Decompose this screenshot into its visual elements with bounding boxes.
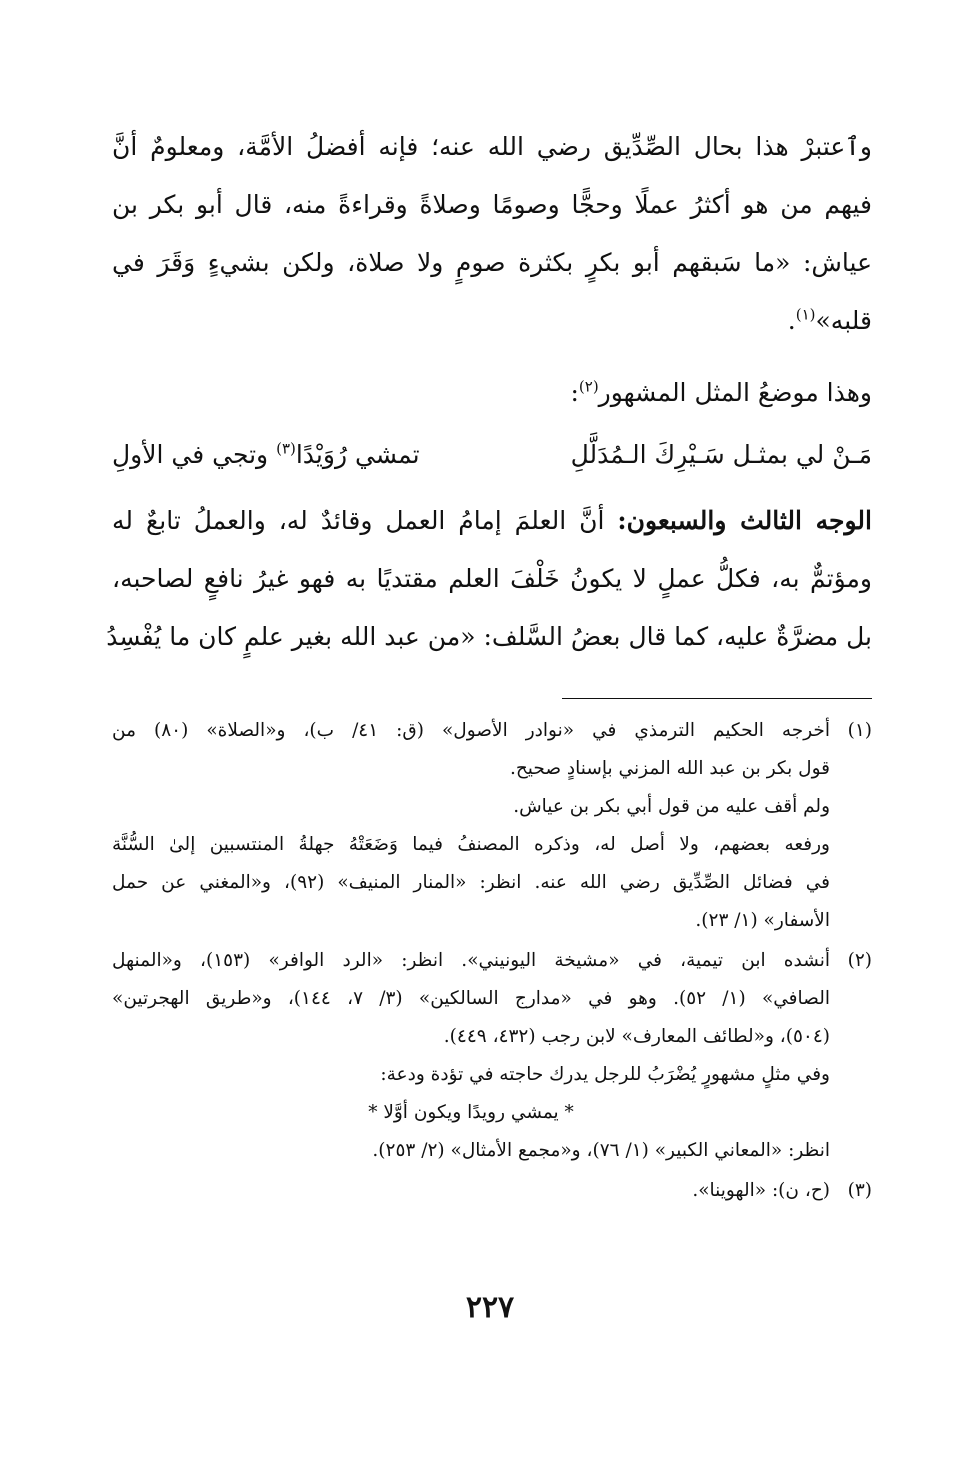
- text-line: وهذا موضعُ المثل المشهور$^{(٢)}$:: [570, 377, 872, 407]
- verse-hemistich-second: تمشي رُوَيْدًا$^{(٣)}$ وتجي في الأولِ: [112, 439, 420, 469]
- page-number: ٢٢٧: [465, 1290, 515, 1325]
- poem-verse: [112, 422, 872, 492]
- footnote-1: [112, 712, 872, 940]
- section-heading: الوجه الثالث والسبعون:: [617, 506, 872, 535]
- footnote-number: (١): [847, 720, 872, 741]
- paragraph-1: [112, 118, 872, 350]
- main-text: [106, 118, 872, 666]
- footnote-ref-3[interactable]: (٣): [276, 439, 296, 458]
- footnote-3: [112, 1172, 872, 1210]
- footnote-line: أنشده ابن تيمية، في «مشيخة اليونيني». انظر: «الرد الوافر» (١٥٣)، و«المنهل: [112, 950, 831, 971]
- text-line: فيهم من هو أكثرُ عملًا وحجًّا وصومًا وصلاةً وقراءةً منه، قال أبو بكر بن: [112, 190, 872, 219]
- paragraph-3: [106, 492, 872, 666]
- text-line: بل مضرَّةٌ عليه، كما قال بعضُ السَّلف: «من عبد الله بغير علمٍ كان ما يُفْسِدُ: [106, 622, 872, 651]
- footnotes: [112, 712, 872, 1210]
- text-line: ومؤتمٌّ به، فكلُّ عملٍ لا يكونُ خَلْفَ العلم مقتديًا به فهو غيرُ نافعٍ لصاحبه،: [112, 564, 872, 593]
- footnote-divider: [562, 698, 872, 699]
- footnote-line: ورفعه بعضهم، ولا أصل له، وذكره المصنفُ فيما وَضَعَتْهُ جهلةُ المنتسبين إلىٰ السُّنَّة: [112, 834, 830, 855]
- footnote-line: * يمشي رويدًا ويكون أوَّلا *: [368, 1102, 574, 1123]
- paragraph-2: [112, 364, 872, 422]
- footnote-line: ولم أقف عليه من قول أبي بكر بن عياش.: [513, 796, 830, 817]
- footnote-ref-2[interactable]: (٢): [578, 377, 599, 396]
- footnote-line: (ح، ن): «الهوينا».: [692, 1180, 830, 1201]
- footnote-line: وفي مثلٍ مشهورٍ يُضْرَبُ للرجل يدرك حاجته في تؤدة ودعة:: [380, 1064, 830, 1085]
- footnote-ref-1[interactable]: (١): [795, 305, 816, 324]
- footnote-line: قول بكر بن عبد الله المزني بإسنادٍ صحيح.: [509, 758, 830, 779]
- footnote-line: الأسفار» (١/ ٢٣).: [695, 910, 830, 931]
- footnote-number: (٣): [847, 1180, 872, 1201]
- text-line: عياش: «ما سَبقهم أبو بكرٍ بكثرة صومٍ ولا صلاة، ولكن بشيءٍ وَقَرَ في: [112, 248, 872, 277]
- text-line: قلبه»$^{(١)}$.: [787, 305, 872, 335]
- footnote-line: (٥٠٤)، و«لطائف المعارف» لابن رجب (٤٣٢، ٤٤٩).: [443, 1026, 830, 1047]
- footnote-line: في فضائل الصِّدِّيق رضي الله عنه. انظر: «المنار المنيف» (٩٢)، و«المغني عن حمل: [112, 872, 830, 893]
- verse-hemistich-first: مَـنْ لي بمثـل سَـيْرِكَ الـمُدَلَّلِ: [570, 440, 872, 469]
- text-line: الوجه الثالث والسبعون: أنَّ العلمَ إمامُ العمل وقائدٌ له، والعملُ تابعٌ له: [112, 506, 872, 535]
- footnote-number: (٢): [847, 950, 872, 971]
- footnote-line: انظر: «المعاني الكبير» (١/ ٧٦)، و«مجمع الأمثال» (٢/ ٢٥٣).: [372, 1140, 830, 1161]
- text-line: وٱعتبرْ هذا بحال الصِّدِّيق رضي الله عنه؛ فإنه أفضلُ الأمَّة، ومعلومٌ أنَّ: [112, 132, 872, 161]
- footnote-2: [112, 942, 872, 1170]
- footnote-line: أخرجه الحكيم الترمذي في «نوادر الأصول» (ق: ٤١/ ب)، و«الصلاة» (٨٠) من: [112, 720, 830, 741]
- footnote-line: الصافي» (١/ ٥٢). وهو في «مدارج السالكين» (٣/ ٧، ١٤٤)، و«طريق الهجرتين»: [112, 988, 830, 1009]
